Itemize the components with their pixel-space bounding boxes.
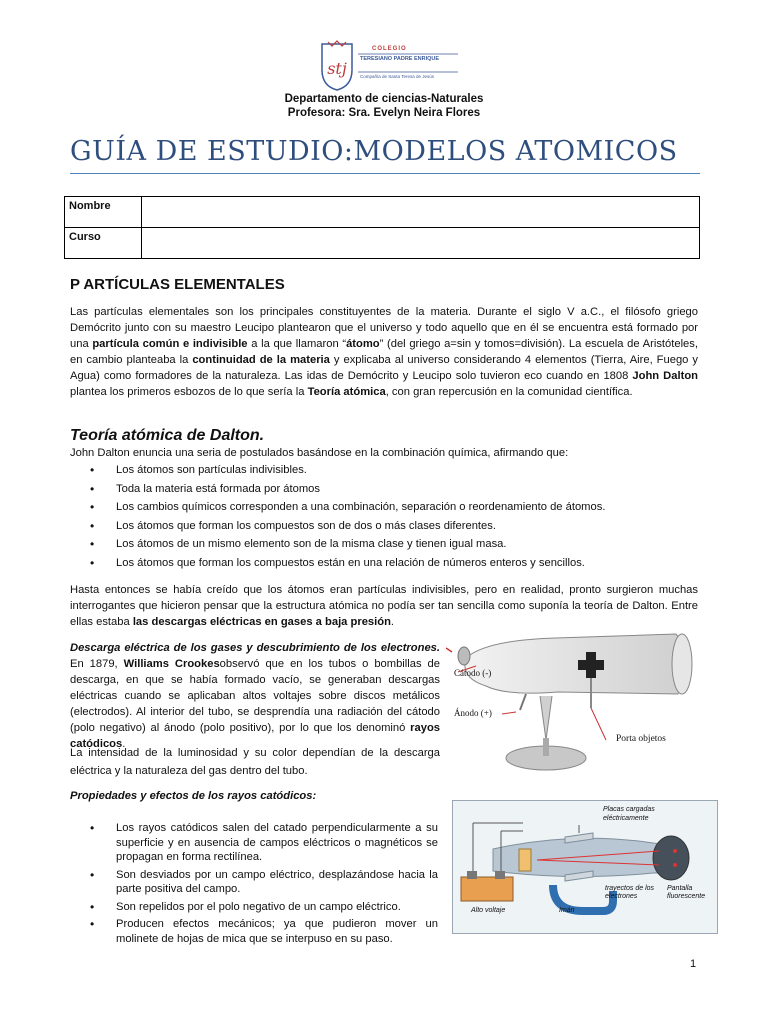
magnet-label: Imán [559, 907, 575, 914]
page-title: GUÍA DE ESTUDIO:MODELOS ATOMICOS [70, 136, 678, 167]
logo-line-3: Compañía de Santa Teresa de Jesús [360, 74, 434, 79]
list-item: • Los átomos son partículas indivisibles. [72, 461, 698, 480]
name-field[interactable] [142, 197, 700, 228]
anode-label: Ánodo (+) [454, 708, 492, 718]
dalton-heading: Teoría atómica de Dalton. [70, 427, 265, 444]
cathode-label: Cátodo (-) [454, 668, 492, 678]
plates-label: Placas cargadas eléctricamente [603, 806, 655, 822]
list-item: • Los átomos que forman los compuestos están en una relación de números enteros y sencillos. [72, 554, 698, 573]
teacher: Profesora: Sra. Evelyn Neira Flores [287, 107, 481, 119]
school-logo [312, 40, 462, 92]
list-item: • Los rayos catódicos salen del catado perpendicularmente a su superficie y en ausencia de campos eléctricos o magnéticos se propagan en forma rectilínea. [72, 821, 438, 865]
deflection-figure [452, 800, 718, 934]
section-heading: P ARTÍCULAS ELEMENTALES [70, 276, 285, 293]
logo-line-2: TERESIANO PADRE ENRIQUE [360, 56, 440, 62]
list-item: • Son desviados por un campo eléctrico, desplazándose hacia la parte positiva del campo. [72, 868, 438, 897]
list-item: • Los cambios químicos corresponden a una combinación, separación o reordenamiento de átomos. [72, 498, 698, 517]
luminosity-paragraph: La intensidad de la luminosidad y su color dependían de la descarga eléctrica y la naturaleza del gas dentro del tubo. [70, 747, 440, 777]
student-form [64, 196, 700, 259]
course-label: Curso [65, 228, 142, 259]
dalton-intro: John Dalton enuncia una seria de postulados basándose en la combinación química, afirmando que: [70, 447, 569, 459]
dalton-paragraph-2: Hasta entonces se había creído que los átomos eran partículas indivisibles, pero en realidad, pronto surgieron muchas interrogantes que hicieron pensar que la estructura atómica no podía ser tan sencilla como suponía la teoría de Dalton. Entre ellas estaba las descargas eléctricas en gases a baja presión. [70, 584, 698, 628]
logo-line-1: COLEGIO [372, 46, 407, 52]
list-item: • Toda la materia está formada por átomos [72, 480, 698, 499]
crookes-tube-figure [446, 630, 698, 790]
list-item: • Los átomos que forman los compuestos son de dos o más clases diferentes. [72, 517, 698, 536]
high-voltage-label: Alto voltaje [471, 907, 506, 914]
title-rule [70, 173, 700, 174]
list-item: • Los átomos de un mismo elemento son de la misma clase y tienen igual masa. [72, 535, 698, 554]
holder-label: Porta objetos [616, 734, 666, 744]
department: Departamento de ciencias-Naturales [284, 93, 484, 105]
properties-heading: Propiedades y efectos de los rayos catódicos: [70, 790, 317, 802]
intro-paragraph: Las partículas elementales son los principales constituyentes de la materia. Durante el siglo V a.C., el filósofo griego Demócrito junto con su maestro Leucipo plantearon que el universo y todo aquello que en él se encuentra está formado por una partícula común e indivisible a la que llamaron “átomo” (del griego a=sin y tomos=división). La escuela de Aristóteles, en cambio planteaba la continuidad de la materia y explicaba al universo considerando 4 elementos (Tierra, Aire, Fuego y Agua) como formadores de la naturaleza. Las idas de Demócrito y Leucipo solo tuvieron eco cuando en 1808 John Dalton plantea los primeros esbozos de lo que sería la Teoría atómica, con gran repercusión en la comunidad científica. [70, 306, 698, 398]
dalton-postulates [72, 461, 698, 572]
screen-label: Pantalla fluorescente [667, 885, 706, 900]
list-item: • Son repelidos por el polo negativo de un campo eléctrico. [72, 900, 438, 915]
crookes-paragraph: Descarga eléctrica de los gases y descubrimiento de los electrones. En 1879, Williams Crookesobservó que en los tubos o bombillas de descarga, en que se había formado vacío, se generaban descargas eléctricas cuando se aplicaban altos voltajes sobre discos metálicos (electrodos). Al interior del tubo, se desprendía una radiación del cátodo (polo negativo) al ánodo (polo positivo), por lo que los denominó rayos catódicos. [70, 642, 440, 750]
list-item: • Producen efectos mecánicos; ya que pudieron mover un molinete de hojas de mica que se interpuso en su paso. [72, 917, 438, 946]
paths-label: trayectos de los electrones [605, 885, 655, 900]
name-label: Nombre [65, 197, 142, 228]
course-field[interactable] [142, 228, 700, 259]
properties-list [72, 821, 438, 949]
logo-monogram: stj [327, 59, 347, 78]
page-number: 1 [690, 958, 697, 970]
